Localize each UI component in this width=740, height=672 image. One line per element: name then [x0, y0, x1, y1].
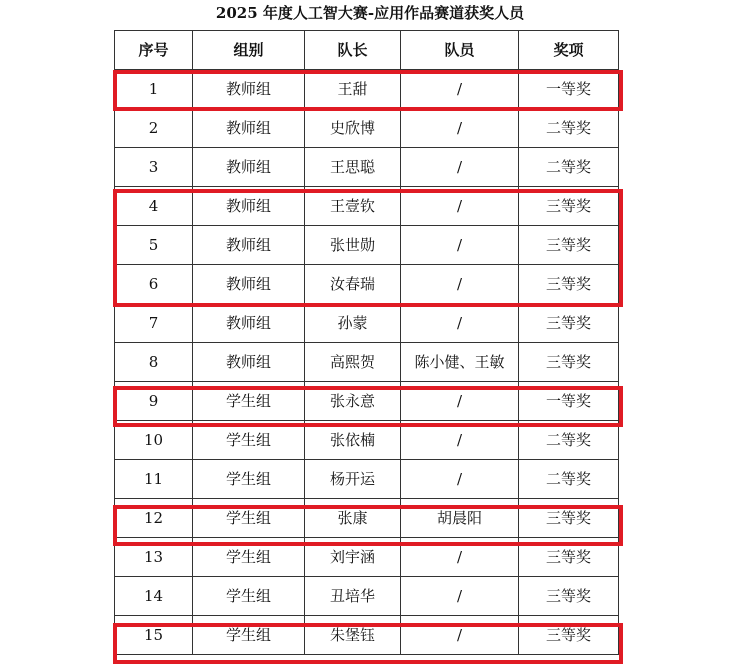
cell-index: 7	[115, 304, 193, 343]
cell-award: 三等奖	[519, 265, 619, 304]
cell-captain: 刘宇涵	[305, 538, 401, 577]
cell-award: 一等奖	[519, 70, 619, 109]
cell-index: 6	[115, 265, 193, 304]
table-row	[115, 343, 619, 382]
table-row	[115, 148, 619, 187]
cell-group: 教师组	[193, 265, 305, 304]
cell-members: /	[401, 148, 519, 187]
table-row	[115, 577, 619, 616]
cell-index: 14	[115, 577, 193, 616]
table-row	[115, 265, 619, 304]
cell-index: 5	[115, 226, 193, 265]
cell-group: 教师组	[193, 226, 305, 265]
cell-members: /	[401, 187, 519, 226]
cell-members: /	[401, 304, 519, 343]
cell-members: /	[401, 460, 519, 499]
cell-members: /	[401, 226, 519, 265]
cell-award: 三等奖	[519, 187, 619, 226]
awards-table-body	[115, 70, 619, 655]
header-members: 队员	[401, 31, 519, 70]
cell-award: 三等奖	[519, 616, 619, 655]
cell-group: 学生组	[193, 616, 305, 655]
cell-members: /	[401, 577, 519, 616]
cell-captain: 朱堡钰	[305, 616, 401, 655]
cell-award: 三等奖	[519, 577, 619, 616]
cell-index: 8	[115, 343, 193, 382]
table-row	[115, 109, 619, 148]
cell-captain: 王甜	[305, 70, 401, 109]
cell-award: 三等奖	[519, 343, 619, 382]
cell-award: 二等奖	[519, 109, 619, 148]
cell-captain: 汝春瑞	[305, 265, 401, 304]
cell-members: /	[401, 382, 519, 421]
cell-group: 学生组	[193, 460, 305, 499]
table-row	[115, 382, 619, 421]
cell-captain: 丑培华	[305, 577, 401, 616]
cell-index: 11	[115, 460, 193, 499]
header-captain: 队长	[305, 31, 401, 70]
cell-captain: 张依楠	[305, 421, 401, 460]
cell-members: /	[401, 265, 519, 304]
cell-index: 9	[115, 382, 193, 421]
awards-table	[114, 30, 619, 655]
cell-captain: 张世勋	[305, 226, 401, 265]
table-row	[115, 421, 619, 460]
cell-index: 12	[115, 499, 193, 538]
cell-index: 13	[115, 538, 193, 577]
table-row	[115, 499, 619, 538]
cell-award: 三等奖	[519, 304, 619, 343]
cell-award: 三等奖	[519, 499, 619, 538]
cell-members: 胡晨阳	[401, 499, 519, 538]
cell-group: 学生组	[193, 421, 305, 460]
cell-award: 三等奖	[519, 538, 619, 577]
cell-members: 陈小健、王敏	[401, 343, 519, 382]
document-title: 2025 年度人工智大赛-应用作品赛道获奖人员	[215, 4, 525, 22]
cell-group: 教师组	[193, 148, 305, 187]
cell-captain: 张永意	[305, 382, 401, 421]
cell-group: 学生组	[193, 577, 305, 616]
cell-award: 二等奖	[519, 421, 619, 460]
cell-captain: 杨开运	[305, 460, 401, 499]
cell-captain: 史欣博	[305, 109, 401, 148]
table-row	[115, 460, 619, 499]
cell-members: /	[401, 421, 519, 460]
cell-index: 10	[115, 421, 193, 460]
cell-index: 2	[115, 109, 193, 148]
table-row	[115, 616, 619, 655]
cell-captain: 王思聪	[305, 148, 401, 187]
cell-captain: 王壹钦	[305, 187, 401, 226]
cell-award: 一等奖	[519, 382, 619, 421]
header-group: 组别	[193, 31, 305, 70]
cell-award: 二等奖	[519, 460, 619, 499]
cell-captain: 孙蒙	[305, 304, 401, 343]
cell-group: 学生组	[193, 538, 305, 577]
table-row	[115, 187, 619, 226]
cell-award: 二等奖	[519, 148, 619, 187]
table-header-row	[115, 31, 619, 70]
cell-index: 3	[115, 148, 193, 187]
cell-members: /	[401, 70, 519, 109]
cell-group: 学生组	[193, 382, 305, 421]
cell-index: 1	[115, 70, 193, 109]
cell-members: /	[401, 538, 519, 577]
cell-award: 三等奖	[519, 226, 619, 265]
cell-index: 4	[115, 187, 193, 226]
table-row	[115, 538, 619, 577]
table-row	[115, 70, 619, 109]
cell-index: 15	[115, 616, 193, 655]
cell-group: 教师组	[193, 70, 305, 109]
cell-captain: 高熙贺	[305, 343, 401, 382]
cell-members: /	[401, 616, 519, 655]
cell-group: 教师组	[193, 304, 305, 343]
header-award: 奖项	[519, 31, 619, 70]
cell-group: 学生组	[193, 499, 305, 538]
cell-group: 教师组	[193, 187, 305, 226]
cell-group: 教师组	[193, 109, 305, 148]
table-row	[115, 226, 619, 265]
header-index: 序号	[115, 31, 193, 70]
cell-group: 教师组	[193, 343, 305, 382]
cell-captain: 张康	[305, 499, 401, 538]
table-row	[115, 304, 619, 343]
cell-members: /	[401, 109, 519, 148]
